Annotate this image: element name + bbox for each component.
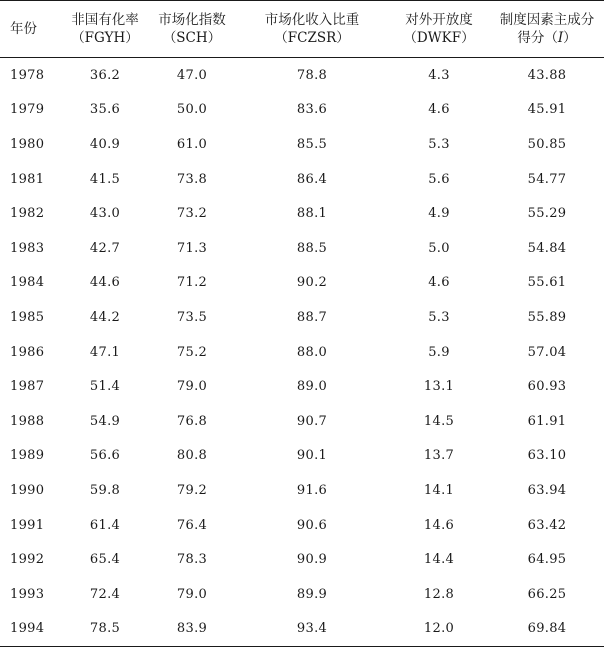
cell-dwkf: 13.1	[423, 379, 455, 395]
cell-year: 1994	[0, 612, 62, 647]
header-fgyh	[62, 1, 148, 58]
table-header	[0, 1, 604, 58]
cell-principal-score: 69.84	[490, 612, 604, 647]
cell-year: 1979	[10, 102, 45, 118]
cell-fgyh: 51.4	[89, 379, 121, 395]
cell-sch: 80.8	[176, 448, 208, 464]
table-row	[0, 58, 604, 93]
cell-fczsr: 78.8	[296, 67, 328, 83]
cell-fczsr: 86.4	[296, 171, 328, 187]
table-row	[0, 369, 604, 404]
cell-fczsr: 88.7	[296, 309, 328, 325]
table-row	[0, 612, 604, 647]
cell-sch: 75.2	[176, 344, 208, 360]
cell-dwkf: 4.6	[428, 102, 450, 118]
cell-principal-score: 54.84	[527, 240, 567, 256]
table-row	[0, 162, 604, 197]
cell-fczsr: 88.0	[296, 344, 328, 360]
cell-year: 1991	[10, 517, 45, 533]
cell-dwkf: 12.0	[388, 612, 490, 647]
table-row	[0, 335, 604, 370]
cell-principal-score: 57.04	[527, 344, 567, 360]
header-sch-label: 市场化指数	[158, 12, 226, 28]
header-fczsr-code: （FCZSR）	[274, 30, 350, 46]
cell-sch: 71.3	[176, 240, 208, 256]
cell-sch: 79.0	[176, 379, 208, 395]
cell-year: 1980	[10, 136, 45, 152]
cell-sch: 61.0	[176, 136, 208, 152]
cell-dwkf: 4.6	[428, 275, 450, 291]
table-row	[0, 508, 604, 543]
cell-dwkf: 5.3	[428, 309, 450, 325]
header-fczsr	[236, 1, 388, 58]
cell-year: 1993	[10, 586, 45, 602]
cell-sch: 78.3	[176, 552, 208, 568]
cell-fgyh: 72.4	[89, 586, 121, 602]
header-fczsr-label: 市场化收入比重	[264, 12, 360, 28]
cell-sch: 73.8	[176, 171, 208, 187]
cell-year: 1985	[10, 309, 45, 325]
cell-fgyh: 42.7	[89, 240, 121, 256]
cell-year: 1983	[10, 240, 45, 256]
cell-principal-score: 66.25	[527, 586, 567, 602]
cell-principal-score: 63.10	[527, 448, 567, 464]
header-score-variable: I	[557, 30, 564, 46]
cell-fczsr: 93.4	[236, 612, 388, 647]
header-principal-score	[490, 1, 604, 58]
cell-year: 1984	[10, 275, 45, 291]
table-row	[0, 404, 604, 439]
cell-year: 1992	[10, 552, 45, 568]
cell-year: 1986	[10, 344, 45, 360]
cell-principal-score: 55.89	[527, 309, 567, 325]
cell-dwkf: 13.7	[423, 448, 455, 464]
table-row	[0, 300, 604, 335]
table-row	[0, 93, 604, 128]
cell-sch: 73.2	[176, 206, 208, 222]
header-dwkf-label: 对外开放度	[405, 12, 473, 28]
cell-sch: 73.5	[176, 309, 208, 325]
header-score-suffix: ）	[563, 30, 577, 46]
cell-fgyh: 54.9	[89, 413, 121, 429]
cell-fczsr: 83.6	[296, 102, 328, 118]
header-principal-score-label: 制度因素主成分	[499, 12, 595, 28]
cell-fgyh: 44.6	[89, 275, 121, 291]
cell-fczsr: 85.5	[296, 136, 328, 152]
cell-fczsr: 90.6	[296, 517, 328, 533]
table-row	[0, 196, 604, 231]
cell-principal-score: 55.61	[527, 275, 567, 291]
cell-dwkf: 14.6	[423, 517, 455, 533]
cell-principal-score: 45.91	[527, 102, 567, 118]
cell-sch: 76.8	[176, 413, 208, 429]
cell-fgyh: 61.4	[89, 517, 121, 533]
cell-dwkf: 14.1	[423, 482, 455, 498]
header-score-prefix: 得分（	[517, 30, 558, 46]
cell-year: 1987	[10, 379, 45, 395]
cell-year: 1988	[10, 413, 45, 429]
cell-fczsr: 90.1	[296, 448, 328, 464]
cell-dwkf: 5.6	[428, 171, 450, 187]
cell-fgyh: 47.1	[89, 344, 121, 360]
cell-fczsr: 89.9	[296, 586, 328, 602]
header-year-label: 年份	[10, 21, 37, 37]
cell-fgyh: 40.9	[89, 136, 121, 152]
cell-sch: 76.4	[176, 517, 208, 533]
cell-fczsr: 90.7	[296, 413, 328, 429]
cell-principal-score: 61.91	[527, 413, 567, 429]
cell-fgyh: 44.2	[89, 309, 121, 325]
header-year	[0, 1, 62, 58]
cell-fgyh: 36.2	[89, 67, 121, 83]
cell-fgyh: 35.6	[89, 102, 121, 118]
cell-year: 1982	[10, 206, 45, 222]
cell-sch: 79.0	[176, 586, 208, 602]
table-row	[0, 439, 604, 474]
cell-fczsr: 90.9	[296, 552, 328, 568]
cell-sch: 83.9	[148, 612, 236, 647]
cell-principal-score: 60.93	[527, 379, 567, 395]
cell-fczsr: 91.6	[296, 482, 328, 498]
cell-fgyh: 41.5	[89, 171, 121, 187]
header-dwkf-code: （DWKF）	[403, 30, 475, 46]
cell-dwkf: 14.5	[423, 413, 455, 429]
cell-year: 1978	[10, 67, 45, 83]
header-sch-code: （SCH）	[162, 30, 222, 46]
cell-sch: 50.0	[176, 102, 208, 118]
cell-fczsr: 88.1	[296, 206, 328, 222]
table-row	[0, 231, 604, 266]
cell-principal-score: 55.29	[527, 206, 567, 222]
header-dwkf	[388, 1, 490, 58]
cell-principal-score: 64.95	[527, 552, 567, 568]
cell-principal-score: 43.88	[527, 67, 567, 83]
cell-dwkf: 5.3	[428, 136, 450, 152]
cell-fgyh: 65.4	[89, 552, 121, 568]
header-fgyh-code: （FGYH）	[71, 30, 139, 46]
cell-fczsr: 90.2	[296, 275, 328, 291]
table-row	[0, 127, 604, 162]
cell-dwkf: 5.0	[428, 240, 450, 256]
cell-sch: 47.0	[176, 67, 208, 83]
cell-principal-score: 54.77	[527, 171, 567, 187]
header-sch	[148, 1, 236, 58]
table-body	[0, 58, 604, 647]
table-row	[0, 577, 604, 612]
cell-fczsr: 88.5	[296, 240, 328, 256]
cell-dwkf: 4.9	[428, 206, 450, 222]
cell-principal-score: 63.42	[527, 517, 567, 533]
cell-fczsr: 89.0	[296, 379, 328, 395]
cell-sch: 71.2	[176, 275, 208, 291]
cell-year: 1981	[10, 171, 45, 187]
header-principal-score-code	[490, 29, 604, 47]
cell-dwkf: 12.8	[423, 586, 455, 602]
cell-sch: 79.2	[176, 482, 208, 498]
cell-fgyh: 56.6	[89, 448, 121, 464]
cell-principal-score: 63.94	[527, 482, 567, 498]
table-row	[0, 542, 604, 577]
cell-dwkf: 4.3	[428, 67, 450, 83]
cell-fgyh: 78.5	[62, 612, 148, 647]
table-row	[0, 266, 604, 301]
cell-fgyh: 43.0	[89, 206, 121, 222]
cell-dwkf: 5.9	[428, 344, 450, 360]
cell-fgyh: 59.8	[89, 482, 121, 498]
cell-dwkf: 14.4	[423, 552, 455, 568]
table-row	[0, 473, 604, 508]
cell-principal-score: 50.85	[527, 136, 567, 152]
header-fgyh-label: 非国有化率	[71, 12, 139, 28]
cell-year: 1990	[10, 482, 45, 498]
cell-year: 1989	[10, 448, 45, 464]
header-row	[0, 1, 604, 58]
